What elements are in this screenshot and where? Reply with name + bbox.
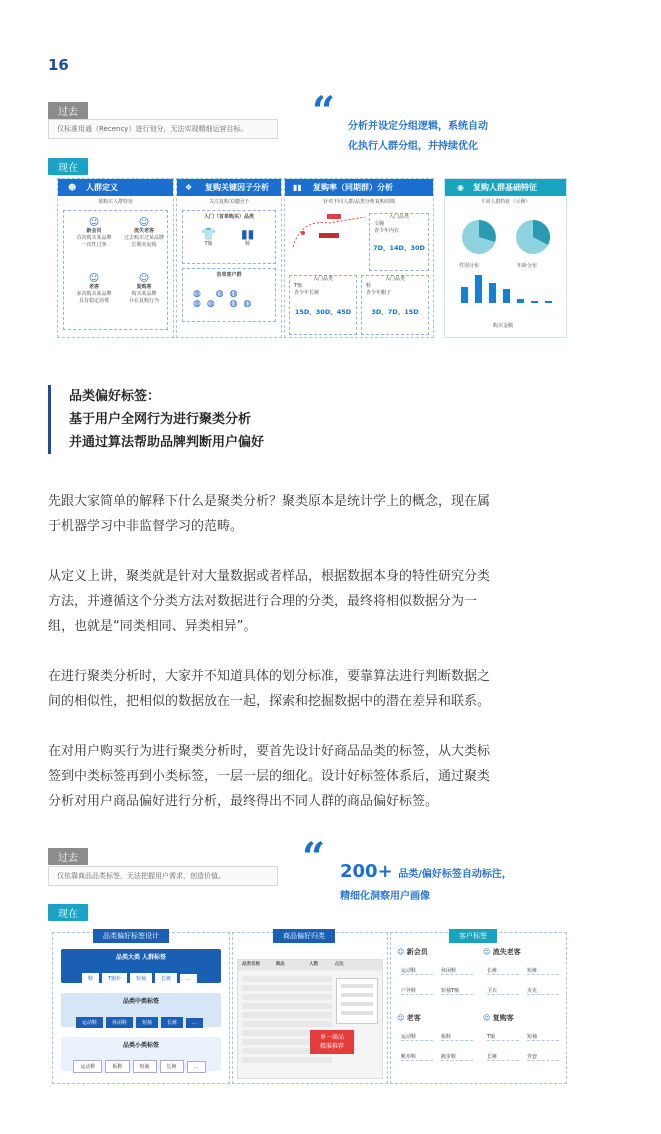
panel-header: ▮▮ 复购率（同期群）分析 bbox=[285, 179, 433, 196]
shoe-icon: ▮▮ bbox=[241, 227, 255, 241]
panel-subtitle: 不同人群特征（示例） bbox=[480, 199, 531, 205]
section-title: 品类偏好标签： bbox=[69, 389, 161, 404]
tag-group: ☺ 老客 运动鞋 板鞋帆布鞋 跑步鞋 bbox=[397, 1013, 477, 1063]
tag-chip: 短袖 bbox=[136, 1017, 158, 1028]
tag-chip: 长裤 bbox=[160, 1060, 184, 1073]
person-icon: ☺ bbox=[88, 217, 100, 228]
category-item: ▮▮ 鞋 bbox=[241, 227, 255, 247]
past-tag: 过去 bbox=[48, 102, 88, 119]
panel-header: ❖ 复购关键因子分析 bbox=[177, 179, 281, 196]
panel-subtitle: 关注复购关键因子 bbox=[208, 199, 249, 205]
tag-chip: 休闲鞋 bbox=[106, 1017, 133, 1028]
paragraph-2: 从定义上讲，聚类就是针对大量数据或者样品，根据数据本身的特性研究分类 方法，并遵循这个分类方法对数据进行合理的分类，最终将相似数据分为一 组，也就是“同类相同、异类相异”。 bbox=[48, 569, 491, 634]
quote-text-2: 200+ 品类/偏好标签自动标注， 精细化洞察用户画像 bbox=[340, 861, 512, 902]
tag-chip: 鞋 bbox=[82, 973, 99, 984]
past-description: 仅依靠商品品类标签，无法把握用户需求，创造价值。 bbox=[48, 866, 278, 886]
tag-chip: … bbox=[187, 1061, 206, 1073]
quote-line: 化执行人群分组，并持续优化 bbox=[348, 141, 478, 152]
tag-chip: T恤衫 bbox=[102, 973, 127, 984]
person-icon: ☺ bbox=[138, 273, 150, 284]
bar-chart bbox=[459, 273, 555, 303]
callout-badge: 单一商品 精准推荐 bbox=[310, 1030, 354, 1054]
page-number: 16 bbox=[48, 56, 69, 74]
people-icon: ☻ bbox=[68, 183, 77, 192]
first-customer-box: 首单客户群 ◍ ◍◍ ◍◍ ◍◍ bbox=[182, 268, 276, 322]
person-icon: ☺ bbox=[397, 1014, 405, 1022]
quote-mark-icon: “ bbox=[312, 88, 336, 135]
past-tag: 过去 bbox=[48, 848, 88, 865]
panel-header: 客户标签 bbox=[449, 929, 497, 943]
tag-group: ☺ 新会员 运动鞋 休闲鞋户外鞋 短袖T恤 bbox=[397, 947, 477, 997]
section-line: 基于用户全网行为进行聚类分析 bbox=[69, 412, 252, 427]
tshirt-icon: 👕 bbox=[201, 227, 216, 241]
panel-header: ☻ 人群定义 bbox=[58, 179, 173, 196]
cycle-card: 入门品类 鞋 青少年帽子 3D、7D、15D bbox=[361, 275, 429, 335]
panel-header: 商品偏好归类 bbox=[273, 929, 335, 943]
pie-label: 性别分布 bbox=[459, 263, 480, 269]
pie-charts bbox=[457, 215, 557, 261]
group-grid bbox=[63, 210, 168, 330]
tag-chip: 运动鞋 bbox=[76, 1017, 103, 1028]
group-item: ☺ 流失老客 过去购买过某品牌 长期未复购 bbox=[120, 217, 168, 249]
paragraph-4: 在对用户购买行为进行聚类分析时，要首先设计好商品品类的标签，从大类标 签到中类标签再到小类标签，一层一层的细化。设计好标签体系后，通过聚类 分析对用户商品偏好进行分析，最终得出不同人群的商品偏好标签。 bbox=[48, 744, 491, 809]
level-bar: 品类小类标签 运动鞋 板鞋 短袖 长裤 … bbox=[61, 1037, 221, 1071]
tag-chip: 短袖 bbox=[133, 1060, 157, 1073]
quote-highlight: 200+ bbox=[340, 861, 393, 882]
tag-chip: 长裤 bbox=[155, 973, 177, 984]
quote-mark-icon: “ bbox=[302, 834, 326, 881]
group-item: ☺ 老客 多次购买某品牌 具有稳定消费 bbox=[70, 273, 118, 305]
section-heading bbox=[48, 385, 264, 454]
panel-subtitle: 针对不同人群/品类分析复购周期 bbox=[323, 199, 395, 205]
first-category-box: 入门（首单购买）品类 👕 T恤 ▮▮ 鞋 bbox=[182, 210, 276, 264]
cycle-card: 入门品类 文胸 青少年内衣 7D、14D、30D bbox=[369, 213, 429, 271]
tag-chip: 短袖 bbox=[130, 973, 152, 984]
cube-icon: ❖ bbox=[185, 183, 193, 192]
paragraph-3: 在进行聚类分析时，大家并不知道具体的划分标准，要靠算法进行判断数据之 间的相似性，把相似的数据放在一起，探索和挖掘数据中的潜在差异和联系。 bbox=[48, 669, 491, 709]
tag-chip: 运动鞋 bbox=[73, 1060, 102, 1073]
eye-icon: ◉ bbox=[457, 183, 464, 192]
panel-header: 品类偏好标签设计 bbox=[93, 929, 169, 943]
category-item: 👕 T恤 bbox=[201, 227, 216, 247]
panel-repurchase-factors bbox=[176, 178, 282, 338]
panel-tag-design bbox=[52, 932, 230, 1084]
panel-preference-classify bbox=[232, 932, 388, 1084]
panel-crowd-definition bbox=[57, 178, 174, 338]
now-tag: 现在 bbox=[48, 158, 88, 175]
panel-customer-tags bbox=[390, 932, 567, 1084]
panel-header: ◉ 复购人群基础特征 bbox=[445, 179, 566, 196]
dropdown-popup bbox=[336, 978, 378, 1024]
person-icon: ☺ bbox=[138, 217, 150, 228]
tag-chip: … bbox=[180, 974, 197, 984]
cycle-card: 入门品类 T恤 青少年长裤 15D、30D、45D bbox=[289, 275, 357, 335]
tag-group: ☺ 流失老客 长裤 短裤卫衣 夹克 bbox=[483, 947, 563, 997]
group-item: ☺ 新会员 首次购买某品牌 一次性过客 bbox=[70, 217, 118, 249]
group-item: ☺ 复购客 购买某品牌 存在复购行为 bbox=[120, 273, 168, 305]
panel-subtitle: 某购买人群特征 bbox=[97, 199, 133, 205]
tag-group: ☺ 复购客 T恤 短袖长裤 外套 bbox=[483, 1013, 563, 1063]
preference-table bbox=[237, 959, 383, 1079]
level-bar: 品类大类 人群标签 鞋 T恤衫 短袖 长裤 … bbox=[61, 949, 221, 983]
person-icon: ☺ bbox=[397, 948, 405, 956]
bar-chart-icon: ▮▮ bbox=[293, 183, 302, 192]
panel-repurchase-rate bbox=[284, 178, 434, 338]
tag-chip: … bbox=[186, 1018, 203, 1028]
table-header: 品类名称 商品 人数 占比 bbox=[238, 960, 382, 971]
repurchase-curve bbox=[289, 209, 369, 253]
paragraph-1: 先跟大家简单的解释下什么是聚类分析？聚类原本是统计学上的概念，现在属 于机器学习中非监督学习的范畴。 bbox=[48, 494, 491, 534]
now-tag: 现在 bbox=[48, 904, 88, 921]
tag-chip: 板鞋 bbox=[105, 1060, 129, 1073]
coin-stack-icons: ◍ ◍◍ ◍◍ ◍◍ bbox=[193, 289, 258, 309]
bar-label: 购买金额 bbox=[493, 323, 514, 329]
person-icon: ☺ bbox=[483, 948, 491, 956]
pie-label: 年龄分布 bbox=[517, 263, 538, 269]
person-icon: ☺ bbox=[88, 273, 100, 284]
section-line: 并通过算法帮助品牌判断用户偏好 bbox=[69, 435, 265, 450]
quote-text-1 bbox=[348, 117, 488, 157]
quote-line: 分析并设定分组逻辑，系统自动 bbox=[348, 121, 488, 132]
person-icon: ☺ bbox=[483, 1014, 491, 1022]
level-bar: 品类中类标签 运动鞋 休闲鞋 短袖 长裤 … bbox=[61, 993, 221, 1027]
past-description: 仅标准用通（Recency）进行划分，无法实现精细运营目标。 bbox=[48, 119, 278, 139]
tag-chip: 长裤 bbox=[161, 1017, 183, 1028]
panel-crowd-features bbox=[444, 178, 567, 338]
